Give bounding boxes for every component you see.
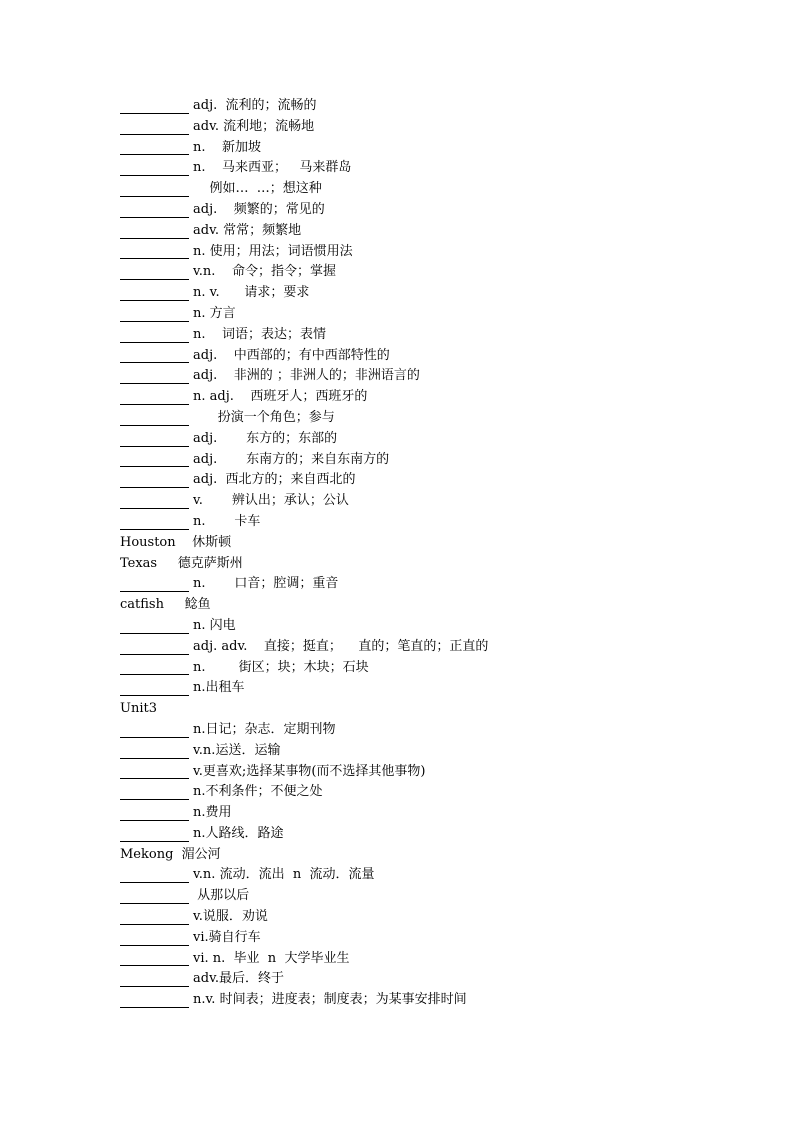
line-text: n. adj. 西班牙人；西班牙的 <box>193 389 368 405</box>
line-text: 例如… …；想这种 <box>193 181 322 197</box>
answer-blank[interactable] <box>120 618 189 634</box>
answer-blank[interactable] <box>120 930 189 946</box>
line-text: n.不利条件；不便之处 <box>193 784 323 800</box>
heading-line <box>120 554 740 575</box>
line-text: v.更喜欢;选择某事物(而不选择其他事物) <box>193 763 426 779</box>
vocab-line <box>120 221 740 242</box>
answer-blank[interactable] <box>120 576 189 592</box>
vocab-line <box>120 762 740 783</box>
line-text: v. 辨认出；承认；公认 <box>193 493 349 509</box>
vocab-line <box>120 637 740 658</box>
line-text: n.费用 <box>193 805 232 821</box>
answer-blank[interactable] <box>120 680 189 696</box>
vocab-line <box>120 865 740 886</box>
line-text: v.n.运送．运输 <box>193 742 281 758</box>
line-text: 扮演一个角色；参与 <box>193 409 335 425</box>
vocab-line <box>120 616 740 637</box>
line-text: Texas 德克萨斯州 <box>120 555 243 571</box>
line-text: n. 马来西亚； 马来群岛 <box>193 160 352 176</box>
heading-line <box>120 595 740 616</box>
line-text: adj. 中西部的；有中西部特性的 <box>193 347 390 363</box>
line-text: n. 卡车 <box>193 513 261 529</box>
vocab-line <box>120 200 740 221</box>
vocab-line <box>120 512 740 533</box>
vocab-line <box>120 949 740 970</box>
vocab-line <box>120 158 740 179</box>
line-text: adj. 非洲的 ；非洲人的；非洲语言的 <box>193 368 420 384</box>
vocab-line <box>120 429 740 450</box>
answer-blank[interactable] <box>120 763 189 779</box>
vocab-line <box>120 117 740 138</box>
line-text: adv.最后．终于 <box>193 971 285 987</box>
line-text: adj. 频繁的；常见的 <box>193 201 325 217</box>
answer-blank[interactable] <box>120 805 189 821</box>
vocab-line <box>120 304 740 325</box>
vocab-line <box>120 346 740 367</box>
vocab-line <box>120 658 740 679</box>
answer-blank[interactable] <box>120 451 189 467</box>
line-text: vi. n. 毕业 n 大学毕业生 <box>193 950 350 966</box>
answer-blank[interactable] <box>120 202 189 218</box>
heading-line <box>120 699 740 720</box>
answer-blank[interactable] <box>120 139 189 155</box>
vocab-line <box>120 803 740 824</box>
line-text: adj. 东南方的；来自东南方的 <box>193 451 390 467</box>
line-text: v.n. 命令；指令；掌握 <box>193 264 336 280</box>
answer-blank[interactable] <box>120 639 189 655</box>
answer-blank[interactable] <box>120 743 189 759</box>
answer-blank[interactable] <box>120 472 189 488</box>
line-text: catfish 鲶鱼 <box>120 597 211 613</box>
line-text: n. v. 请求；要求 <box>193 285 310 301</box>
answer-blank[interactable] <box>120 306 189 322</box>
answer-blank[interactable] <box>120 285 189 301</box>
answer-blank[interactable] <box>120 909 189 925</box>
vocab-line <box>120 990 740 1011</box>
answer-blank[interactable] <box>120 160 189 176</box>
answer-blank[interactable] <box>120 950 189 966</box>
answer-blank[interactable] <box>120 243 189 259</box>
vocab-line <box>120 96 740 117</box>
vocab-line <box>120 179 740 200</box>
answer-blank[interactable] <box>120 264 189 280</box>
vocab-line <box>120 574 740 595</box>
vocab-line <box>120 886 740 907</box>
line-text: v.n. 流动．流出 n 流动．流量 <box>193 867 375 883</box>
answer-blank[interactable] <box>120 410 189 426</box>
vocabulary-list <box>120 96 740 1011</box>
answer-blank[interactable] <box>120 98 189 114</box>
line-text: n. 新加坡 <box>193 139 262 155</box>
heading-line <box>120 533 740 554</box>
vocab-line <box>120 262 740 283</box>
answer-blank[interactable] <box>120 493 189 509</box>
answer-blank[interactable] <box>120 223 189 239</box>
answer-blank[interactable] <box>120 784 189 800</box>
vocab-line <box>120 969 740 990</box>
line-text: n. 街区；块；木块；石块 <box>193 659 369 675</box>
vocab-line <box>120 720 740 741</box>
line-text: n. 闪电 <box>193 617 236 633</box>
vocab-line <box>120 366 740 387</box>
line-text: adj. adv. 直接；挺直； 直的；笔直的；正直的 <box>193 638 489 654</box>
vocab-line <box>120 283 740 304</box>
answer-blank[interactable] <box>120 389 189 405</box>
line-text: n. 方言 <box>193 305 236 321</box>
line-text: n. 口音；腔调；重音 <box>193 576 339 592</box>
vocab-line <box>120 678 740 699</box>
line-text: n. 词语；表达；表情 <box>193 326 327 342</box>
line-text: adv. 流利地；流畅地 <box>193 118 315 134</box>
vocab-line <box>120 408 740 429</box>
line-text: Houston 休斯顿 <box>120 534 232 550</box>
answer-blank[interactable] <box>120 514 189 530</box>
line-text: adj. 西北方的；来自西北的 <box>193 472 356 488</box>
line-text: n.人路线．路途 <box>193 825 284 841</box>
answer-blank[interactable] <box>120 181 189 197</box>
vocab-line <box>120 928 740 949</box>
line-text: n.v. 时间表；进度表；制度表；为某事安排时间 <box>193 992 467 1008</box>
answer-blank[interactable] <box>120 119 189 135</box>
heading-line <box>120 845 740 866</box>
vocab-line <box>120 325 740 346</box>
vocab-line <box>120 450 740 471</box>
line-text: Mekong 湄公河 <box>120 846 221 862</box>
vocab-line <box>120 470 740 491</box>
vocab-line <box>120 387 740 408</box>
line-text: Unit3 <box>120 701 157 717</box>
answer-blank[interactable] <box>120 659 189 675</box>
answer-blank[interactable] <box>120 992 189 1008</box>
line-text: adj. 东方的；东部的 <box>193 430 338 446</box>
line-text: adj. 流利的；流畅的 <box>193 98 317 113</box>
vocab-line <box>120 782 740 803</box>
line-text: 从那以后 <box>193 888 250 904</box>
vocab-line <box>120 138 740 159</box>
line-text: adv. 常常；频繁地 <box>193 222 302 238</box>
answer-blank[interactable] <box>120 347 189 363</box>
answer-blank[interactable] <box>120 431 189 447</box>
vocab-line <box>120 242 740 263</box>
line-text: n. 使用；用法；词语惯用法 <box>193 243 353 259</box>
answer-blank[interactable] <box>120 971 189 987</box>
answer-blank[interactable] <box>120 327 189 343</box>
answer-blank[interactable] <box>120 368 189 384</box>
vocab-line <box>120 907 740 928</box>
line-text: vi.骑自行车 <box>193 929 261 945</box>
answer-blank[interactable] <box>120 722 189 738</box>
answer-blank[interactable] <box>120 888 189 904</box>
vocab-line <box>120 491 740 512</box>
line-text: n.出租车 <box>193 680 245 696</box>
line-text: v.说服．劝说 <box>193 909 268 925</box>
answer-blank[interactable] <box>120 826 189 842</box>
answer-blank[interactable] <box>120 867 189 883</box>
vocab-line <box>120 741 740 762</box>
vocab-line <box>120 824 740 845</box>
line-text: n.日记；杂志．定期刊物 <box>193 721 336 737</box>
